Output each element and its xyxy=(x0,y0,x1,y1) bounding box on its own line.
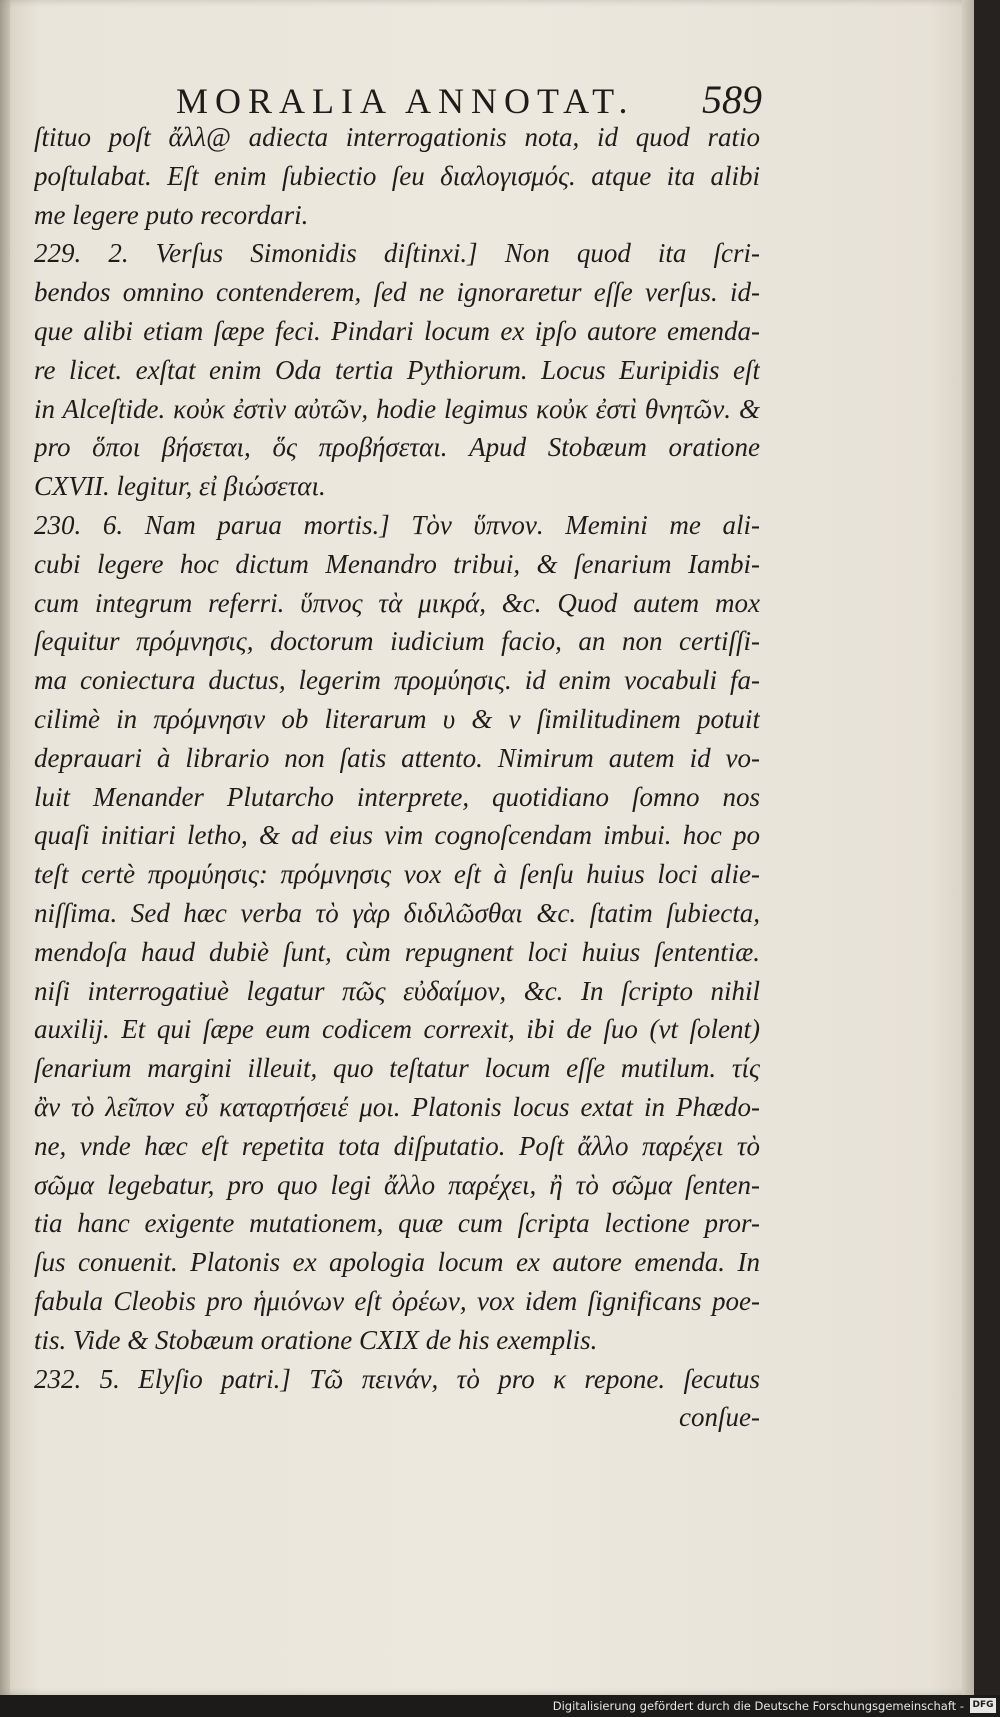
text-line: re licet. exſtat enim Oda tertia Pythiorum. Locus Euripidis eſt xyxy=(34,354,760,385)
running-head: MORALIA ANNOTAT. xyxy=(176,81,635,121)
text-line: me legere puto recordari. xyxy=(34,199,309,230)
annotation-text-block xyxy=(34,118,760,1437)
page-number: 589 xyxy=(702,77,762,122)
text-line: ſus conuenit. Platonis ex apologia locum ex autore emenda. In xyxy=(34,1247,760,1278)
text-line: ſequitur πρόμνησις, doctorum iudicium facio, an non certiſſi- xyxy=(34,626,760,657)
text-line: que alibi etiam ſæpe feci. Pindari locum ex ipſo autore emenda- xyxy=(34,315,760,346)
text-line: ſenarium margini illeuit, quo teſtatur locum eſſe mutilum. τίς xyxy=(34,1053,760,1084)
text-line: ſtituo poſt ἄλλ@ adiecta interrogationis nota, id quod ratio xyxy=(34,122,760,152)
text-line: ne, vnde hæc eſt repetita tota diſputatio. Poſt ἄλλο παρέχει τὸ xyxy=(34,1130,760,1161)
text-line: ἂν τὸ λεῖπον εὖ καταρτήσειέ μοι. Platonis locus extat in Phædo- xyxy=(34,1091,760,1122)
text-line: teſt certè προμύησις: πρόμνησις vox eſt à ſenſu huius loci alie- xyxy=(34,859,760,890)
text-line: in Alceſtide. κοὐκ ἐστὶν αὐτῶν, hodie legimus κοὐκ ἐστὶ θνητῶν. & xyxy=(34,393,760,424)
text-line: auxilij. Et qui ſæpe eum codicem correxit, ibi de ſuo (vt ſolent) xyxy=(34,1014,760,1045)
text-line: luit Menander Plutarcho interprete, quotidiano ſomno nos xyxy=(34,781,760,812)
text-line: CXVII. legitur, εἰ βιώσεται. xyxy=(34,471,326,502)
text-line: ma coniectura ductus, legerim προμύησις. id enim vocabuli fa- xyxy=(34,665,760,696)
text-line: 229. 2. Verſus Simonidis diſtinxi.] Non quod ita ſcri- xyxy=(34,238,760,269)
text-line: deprauari à librario non ſatis attento. Nimirum autem id vo- xyxy=(34,742,760,773)
text-line: σῶμα legebatur, pro quo legi ἄλλο παρέχει, ἢ τὸ σῶμα ſenten- xyxy=(34,1169,760,1200)
text-line: bendos omnino contenderem, ſed ne ignoraretur eſſe verſus. id- xyxy=(34,277,760,308)
text-line: fabula Cleobis pro ἡμιόνων eſt ὀρέων, vox idem ſignificans poe- xyxy=(34,1285,760,1316)
text-line: cilimè in πρόμνησιν ob literarum υ & ν ſimilitudinem potuit xyxy=(34,703,760,734)
gutter-shadow xyxy=(0,0,10,1695)
page-edge xyxy=(962,0,974,1695)
text-line: niſi interrogatiuè legatur πῶς εὐδαίμον, &c. In ſcripto nihil xyxy=(34,975,760,1006)
text-line: poſtulabat. Eſt enim ſubiectio ſeu διαλογισμός. atque ita alibi xyxy=(34,160,760,191)
catchword: conſue- xyxy=(679,1402,760,1433)
text-line: cubi legere hoc dictum Menandro tribui, & ſenarium Iambi- xyxy=(34,548,760,579)
text-line: pro ὅποι βήσεται, ὅς προβήσεται. Apud Stobæum oratione xyxy=(34,432,760,463)
text-line: tia hanc exigente mutationem, quæ cum ſcripta lectione pror- xyxy=(34,1208,760,1239)
text-line: 230. 6. Nam parua mortis.] Τὸν ὕπνον. Memini me ali- xyxy=(34,509,760,540)
text-line: niſſima. Sed hæc verba τὸ γὰρ διδιλῶσθαι &c. ſtatim ſubiecta, xyxy=(34,897,760,928)
text-line: cum integrum referri. ὕπνος τὰ μικρά, &c. Quod autem mox xyxy=(34,587,760,618)
funding-attribution: Digitalisierung gefördert durch die Deutsche Forschungsgemeinschaft - xyxy=(552,1699,964,1713)
text-line: 232. 5. Elyſio patri.] Τῶ πεινάν, τὸ pro κ repone. ſecutus xyxy=(34,1363,760,1394)
text-line: tis. Vide & Stobæum oratione CXIX de his exemplis. xyxy=(34,1324,598,1355)
text-line: quaſi initiari letho, & ad eius vim cognoſcendam imbui. hoc po xyxy=(34,820,760,851)
text-line: mendoſa haud dubiè ſunt, cùm repugnent loci huius ſententiæ. xyxy=(34,936,760,967)
dfg-logo: DFG xyxy=(970,1698,996,1713)
